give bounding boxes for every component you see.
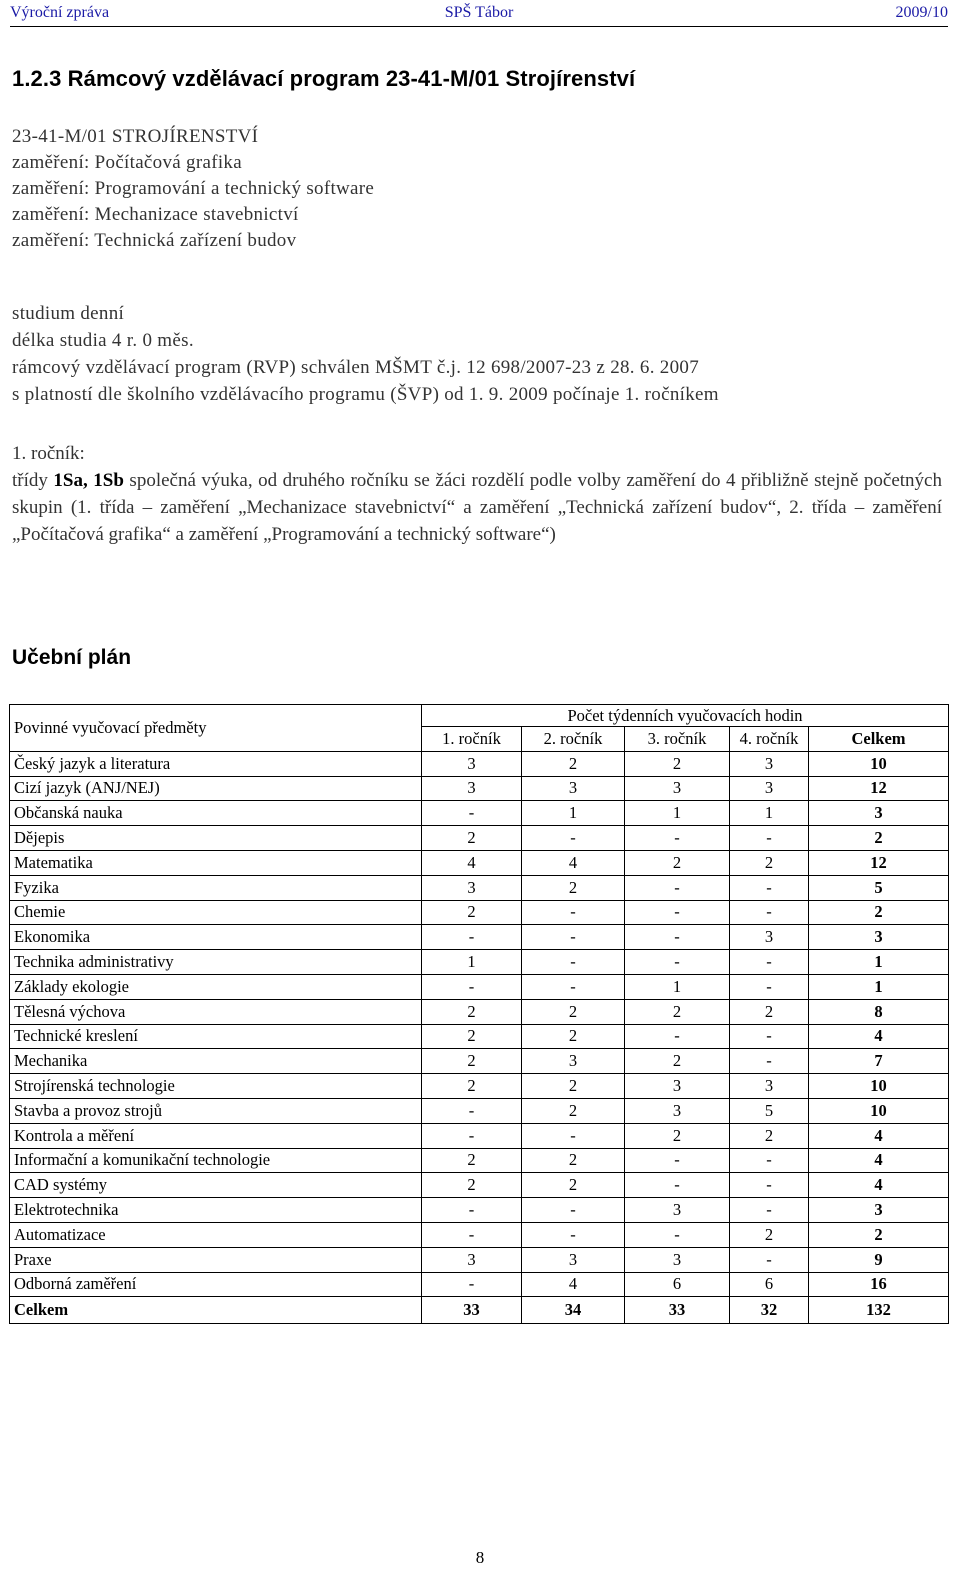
table-row (10, 1222, 949, 1247)
hours-year-1: - (422, 801, 522, 826)
hours-year-1: - (422, 1222, 522, 1247)
table-total-row (10, 1297, 949, 1324)
table-row (10, 950, 949, 975)
table-row (10, 751, 949, 776)
hours-year-3: - (625, 900, 730, 925)
hours-total: 2 (809, 900, 949, 925)
hours-year-4: - (730, 875, 809, 900)
total-year-3: 33 (625, 1297, 730, 1324)
header-report-title: Výroční zpráva (10, 4, 110, 21)
hours-total: 4 (809, 1173, 949, 1198)
table-row (10, 974, 949, 999)
hours-total: 3 (809, 925, 949, 950)
hours-year-4: 2 (730, 1123, 809, 1148)
hours-total: 1 (809, 974, 949, 999)
hours-total: 1 (809, 950, 949, 975)
hours-year-3: 3 (625, 1198, 730, 1223)
focus-line: zaměření: Programování a technický software (12, 178, 375, 199)
table-row (10, 900, 949, 925)
focus-line: zaměření: Počítačová grafika (12, 152, 242, 173)
hours-year-2: - (522, 1123, 625, 1148)
hours-total: 4 (809, 1148, 949, 1173)
hours-year-1: 2 (422, 826, 522, 851)
subject-name: Praxe (10, 1247, 422, 1272)
curriculum-title: Učební plán (12, 646, 132, 669)
hours-total: 4 (809, 1024, 949, 1049)
hours-year-4: 6 (730, 1272, 809, 1297)
subject-name: Mechanika (10, 1049, 422, 1074)
hours-year-2: - (522, 950, 625, 975)
hours-year-1: 2 (422, 999, 522, 1024)
page-header (10, 4, 948, 27)
table-row (10, 1198, 949, 1223)
first-year-info (12, 440, 942, 548)
hours-year-4: 3 (730, 925, 809, 950)
hours-total: 10 (809, 1098, 949, 1123)
total-row-label: Celkem (10, 1297, 422, 1324)
hours-year-1: - (422, 974, 522, 999)
subject-name: Strojírenská technologie (10, 1074, 422, 1099)
hours-total: 3 (809, 1198, 949, 1223)
program-focus-list (12, 124, 374, 254)
section-title: 1.2.3 Rámcový vzdělávací program 23-41-M/01 Strojírenství (12, 66, 636, 91)
hours-year-2: 3 (522, 776, 625, 801)
hours-year-4: 3 (730, 751, 809, 776)
table-row (10, 1148, 949, 1173)
header-school-name: SPŠ Tábor (444, 4, 514, 21)
hours-year-3: - (625, 1222, 730, 1247)
hours-year-3: 2 (625, 999, 730, 1024)
curriculum-table-body (10, 751, 949, 1324)
hours-year-2: 2 (522, 999, 625, 1024)
subject-name: Informační a komunikační technologie (10, 1148, 422, 1173)
paragraph-text: společná výuka, od druhého ročníku se žáci rozdělí podle volby zaměření do 4 přibližně stejně početných skupin (1. třída – zaměření „Mechanizace stavebnictví“ a zaměření „Technická zařízení budov“, 2. třída – zaměření „Počítačová grafika“ a zaměření „Programování a technický software“) (12, 470, 942, 545)
hours-year-2: 1 (522, 801, 625, 826)
hours-year-3: 1 (625, 801, 730, 826)
hours-year-1: 1 (422, 950, 522, 975)
hours-year-4: - (730, 1148, 809, 1173)
table-row (10, 925, 949, 950)
subject-name: Tělesná výchova (10, 999, 422, 1024)
hours-year-4: - (730, 826, 809, 851)
hours-year-3: 2 (625, 1123, 730, 1148)
subject-name: Elektrotechnika (10, 1198, 422, 1223)
table-row (10, 1272, 949, 1297)
subject-name: Chemie (10, 900, 422, 925)
table-header-row (10, 705, 949, 727)
subject-name: Cizí jazyk (ANJ/NEJ) (10, 776, 422, 801)
table-row (10, 1024, 949, 1049)
hours-year-3: 2 (625, 1049, 730, 1074)
hours-year-1: 3 (422, 1247, 522, 1272)
hours-total: 10 (809, 751, 949, 776)
hours-year-1: 3 (422, 776, 522, 801)
hours-total: 5 (809, 875, 949, 900)
hours-year-1: - (422, 925, 522, 950)
subject-name: Dějepis (10, 826, 422, 851)
focus-line: zaměření: Mechanizace stavebnictví (12, 204, 299, 225)
hours-year-3: - (625, 950, 730, 975)
rvp-approval-line: rámcový vzdělávací program (RVP) schválen MŠMT č.j. 12 698/2007-23 z 28. 6. 2007 (12, 357, 699, 378)
first-year-paragraph (12, 467, 942, 548)
hours-year-1: 2 (422, 900, 522, 925)
hours-year-2: - (522, 826, 625, 851)
hours-year-1: 2 (422, 1074, 522, 1099)
class-names: 1Sa, 1Sb (53, 470, 124, 491)
hours-year-2: 2 (522, 1074, 625, 1099)
subject-name: Matematika (10, 850, 422, 875)
subject-name: CAD systémy (10, 1173, 422, 1198)
subject-name: Automatizace (10, 1222, 422, 1247)
year-4-header: 4. ročník (730, 727, 809, 752)
year-2-header: 2. ročník (522, 727, 625, 752)
subject-name: Fyzika (10, 875, 422, 900)
hours-year-1: 2 (422, 1049, 522, 1074)
table-row (10, 999, 949, 1024)
hours-year-3: 3 (625, 1098, 730, 1123)
subject-name: Základy ekologie (10, 974, 422, 999)
hours-year-2: 3 (522, 1049, 625, 1074)
hours-year-4: - (730, 900, 809, 925)
total-column-header: Celkem (809, 727, 949, 752)
hours-year-4: - (730, 950, 809, 975)
hours-year-2: 4 (522, 1272, 625, 1297)
curriculum-table (9, 704, 949, 1324)
subject-name: Ekonomika (10, 925, 422, 950)
hours-year-2: 2 (522, 875, 625, 900)
hours-total: 2 (809, 1222, 949, 1247)
subject-name: Občanská nauka (10, 801, 422, 826)
table-row (10, 801, 949, 826)
weekly-hours-header: Počet týdenních vyučovacích hodin (422, 705, 949, 727)
hours-year-2: 4 (522, 850, 625, 875)
subject-name: Český jazyk a literatura (10, 751, 422, 776)
hours-year-1: 2 (422, 1148, 522, 1173)
hours-year-2: - (522, 1222, 625, 1247)
hours-year-2: 2 (522, 1173, 625, 1198)
total-year-1: 33 (422, 1297, 522, 1324)
study-info (12, 300, 719, 408)
hours-total: 4 (809, 1123, 949, 1148)
hours-year-3: - (625, 1173, 730, 1198)
header-school-year: 2009/10 (895, 4, 948, 21)
hours-year-3: 1 (625, 974, 730, 999)
hours-year-1: - (422, 1272, 522, 1297)
hours-year-1: 2 (422, 1024, 522, 1049)
hours-year-2: - (522, 1198, 625, 1223)
hours-year-3: 6 (625, 1272, 730, 1297)
table-row (10, 826, 949, 851)
hours-total: 3 (809, 801, 949, 826)
hours-year-4: - (730, 1024, 809, 1049)
hours-year-1: 2 (422, 1173, 522, 1198)
hours-year-4: 3 (730, 776, 809, 801)
hours-year-4: 2 (730, 850, 809, 875)
hours-total: 9 (809, 1247, 949, 1272)
table-row (10, 1098, 949, 1123)
table-row (10, 776, 949, 801)
table-row (10, 1074, 949, 1099)
study-form-line: studium denní (12, 303, 125, 324)
hours-year-4: - (730, 974, 809, 999)
hours-year-4: - (730, 1247, 809, 1272)
hours-year-4: 3 (730, 1074, 809, 1099)
first-year-heading: 1. ročník: (12, 443, 85, 464)
hours-year-3: 3 (625, 1247, 730, 1272)
hours-year-3: - (625, 875, 730, 900)
hours-year-4: - (730, 1198, 809, 1223)
svp-validity-line: s platností dle školního vzdělávacího programu (ŠVP) od 1. 9. 2009 počínaje 1. ročníkem (12, 384, 719, 405)
total-year-2: 34 (522, 1297, 625, 1324)
year-3-header: 3. ročník (625, 727, 730, 752)
hours-total: 12 (809, 850, 949, 875)
hours-year-2: - (522, 974, 625, 999)
focus-line: zaměření: Technická zařízení budov (12, 230, 297, 251)
study-length-line: délka studia 4 r. 0 měs. (12, 330, 194, 351)
hours-year-1: - (422, 1098, 522, 1123)
hours-year-3: - (625, 1024, 730, 1049)
hours-year-4: 2 (730, 999, 809, 1024)
hours-year-2: 2 (522, 1148, 625, 1173)
hours-year-1: 3 (422, 875, 522, 900)
table-row (10, 1247, 949, 1272)
hours-total: 2 (809, 826, 949, 851)
hours-year-1: 4 (422, 850, 522, 875)
hours-year-3: 2 (625, 850, 730, 875)
hours-total: 12 (809, 776, 949, 801)
hours-year-1: 3 (422, 751, 522, 776)
hours-total: 7 (809, 1049, 949, 1074)
subject-name: Technika administrativy (10, 950, 422, 975)
hours-total: 8 (809, 999, 949, 1024)
hours-year-4: - (730, 1173, 809, 1198)
subject-name: Technické kreslení (10, 1024, 422, 1049)
paragraph-prefix: třídy (12, 470, 54, 491)
program-code-line: 23-41-M/01 STROJÍRENSTVÍ (12, 126, 259, 147)
subject-name: Odborná zaměření (10, 1272, 422, 1297)
hours-year-2: 2 (522, 1024, 625, 1049)
subject-name: Stavba a provoz strojů (10, 1098, 422, 1123)
table-row (10, 1173, 949, 1198)
hours-total: 10 (809, 1074, 949, 1099)
hours-year-4: 1 (730, 801, 809, 826)
hours-total: 16 (809, 1272, 949, 1297)
hours-year-4: 5 (730, 1098, 809, 1123)
subject-column-header: Povinné vyučovací předměty (10, 705, 422, 752)
hours-year-3: 3 (625, 1074, 730, 1099)
subject-name: Kontrola a měření (10, 1123, 422, 1148)
table-row (10, 1049, 949, 1074)
table-row (10, 875, 949, 900)
hours-year-2: 2 (522, 751, 625, 776)
year-1-header: 1. ročník (422, 727, 522, 752)
hours-year-1: - (422, 1198, 522, 1223)
hours-year-3: - (625, 925, 730, 950)
hours-year-3: 3 (625, 776, 730, 801)
grand-total: 132 (809, 1297, 949, 1324)
hours-year-3: - (625, 1148, 730, 1173)
table-row (10, 1123, 949, 1148)
hours-year-3: 2 (625, 751, 730, 776)
hours-year-4: - (730, 1049, 809, 1074)
hours-year-4: 2 (730, 1222, 809, 1247)
hours-year-2: 3 (522, 1247, 625, 1272)
page-number: 8 (475, 1548, 485, 1567)
total-year-4: 32 (730, 1297, 809, 1324)
hours-year-2: - (522, 900, 625, 925)
hours-year-2: 2 (522, 1098, 625, 1123)
hours-year-1: - (422, 1123, 522, 1148)
hours-year-3: - (625, 826, 730, 851)
hours-year-2: - (522, 925, 625, 950)
table-row (10, 850, 949, 875)
